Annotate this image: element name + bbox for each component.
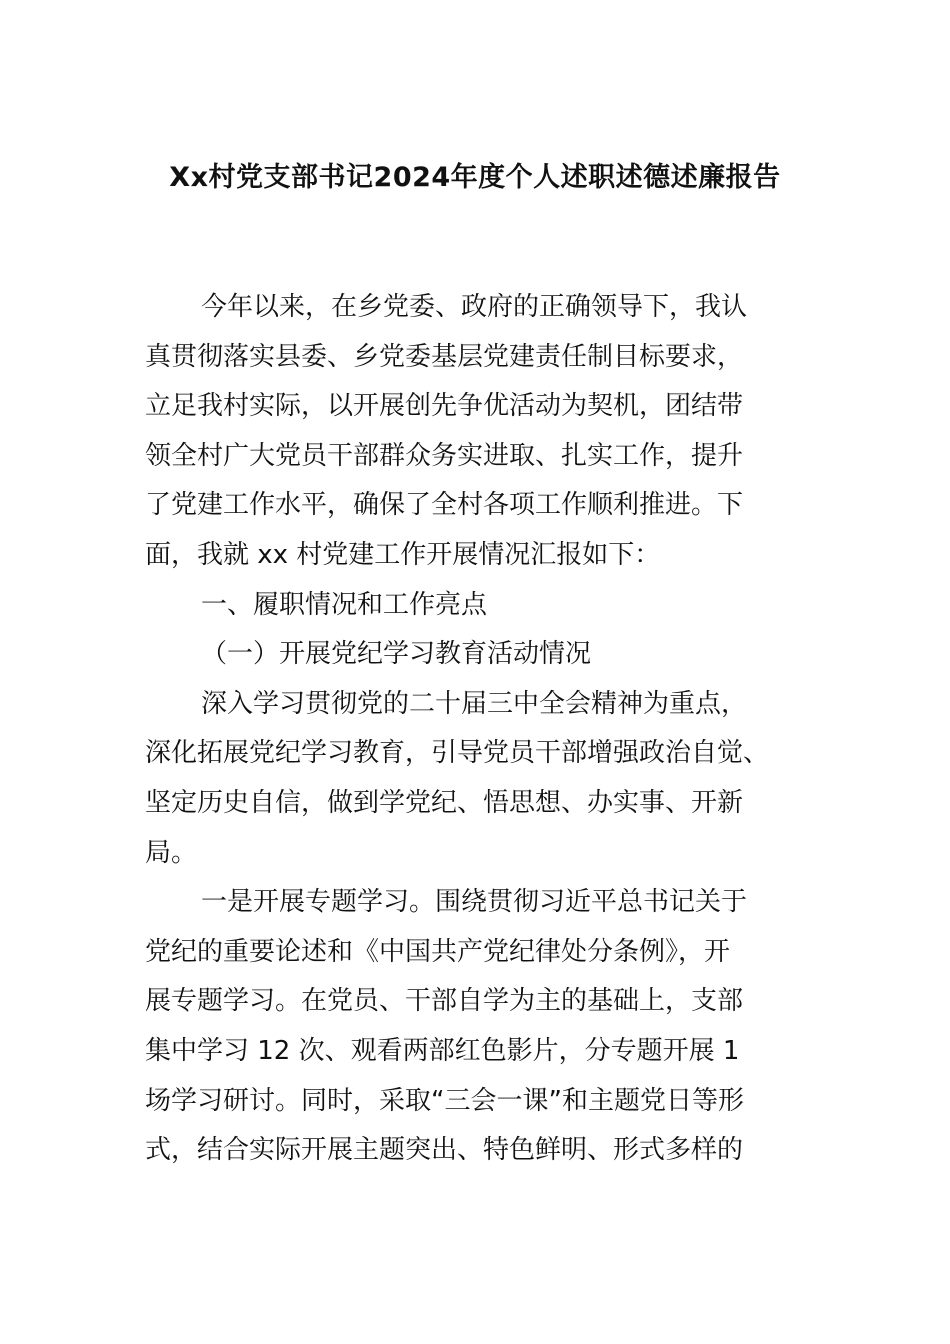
body-line: 深化拓展党纪学习教育，引导党员干部增强政治自觉、	[145, 738, 770, 769]
body-line: 集中学习 12 次、观看两部红色影片，分专题开展 1	[145, 1035, 740, 1066]
body-line: 今年以来，在乡党委、政府的正确领导下，我认	[201, 292, 748, 322]
body-line: 展专题学习。在党员、干部自学为主的基础上，支部	[145, 986, 744, 1017]
body-line: 立足我村实际，以开展创先争优活动为契机，团结带	[145, 391, 744, 422]
subsection-heading: （一）开展党纪学习教育活动情况	[201, 639, 592, 670]
body-line: 真贯彻落实县委、乡党委基层党建责任制目标要求，	[145, 341, 744, 372]
body-line: 深入学习贯彻党的二十届三中全会精神为重点，	[201, 688, 748, 719]
body-line: 领全村广大党员干部群众务实进取、扎实工作，提升	[145, 440, 744, 471]
body-line: 式，结合实际开展主题突出、特色鲜明、形式多样的	[145, 1135, 744, 1166]
body-line: 局。	[145, 837, 198, 868]
body-line: 坚定历史自信，做到学党纪、悟思想、办实事、开新	[145, 787, 744, 818]
body-line: 党纪的重要论述和《中国共产党纪律处分条例》，开	[145, 936, 731, 967]
section-heading: 一、履职情况和工作亮点	[201, 589, 488, 620]
document-body	[145, 283, 825, 1176]
body-line: 了党建工作水平，确保了全村各项工作顺利推进。下	[145, 490, 744, 521]
body-line: 一是开展专题学习。围绕贯彻习近平总书记关于	[201, 887, 748, 918]
body-line: 场学习研讨。同时，采取“三会一课”和主题党日等形	[145, 1085, 744, 1116]
document-title: Xx村党支部书记2024年度个人述职述德述廉报告	[169, 162, 781, 193]
body-line: 面，我就 xx 村党建工作开展情况汇报如下：	[145, 539, 661, 570]
